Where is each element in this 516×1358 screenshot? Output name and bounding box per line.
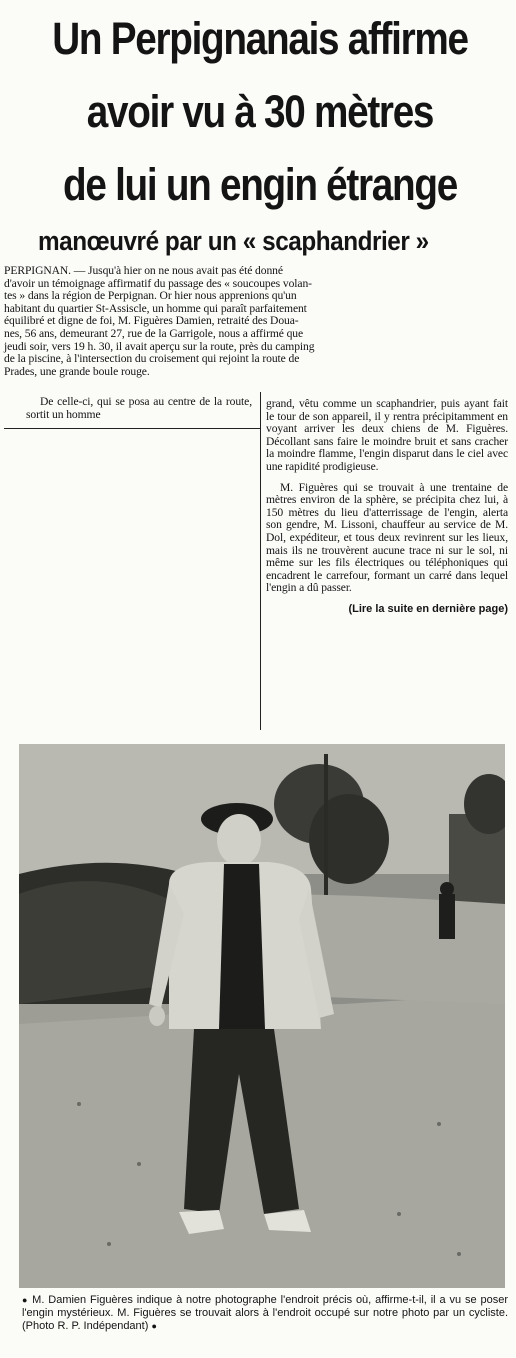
headline-line-1: Un Perpignanais affirme (52, 13, 468, 64)
caption-text: M. Damien Figuères indique à notre photographe l'endroit précis où, affirme-t-il, il a vu se poser l'engin mystérieux. M. Figuères se trouvait alors à l'endroit occupé sur notre photo par un cycliste. (22, 1294, 509, 1319)
headline-line-2: avoir vu à 30 mètres (86, 86, 434, 137)
lead-paragraph (4, 265, 506, 378)
lead-line: nes, 56 ans, demeurant 27, rue de la Garrigole, nous a affirmé que (4, 326, 304, 340)
lead-line: jeudi soir, vers 19 h. 30, il avait aperçu sur la route, près du camping (4, 339, 315, 353)
bullet-icon: ● (22, 1295, 29, 1305)
lead-line: de la piscine, à l'intersection du croisement qui rejoint la route de (4, 352, 300, 366)
lead-line: habitant du quartier St-Assiscle, un homme qui paraît parfaitement (4, 301, 307, 315)
lead-line: équilibré et digne de foi, M. Figuères Damien, retraité des Doua- (4, 314, 299, 328)
photo-credit: (Photo R. P. Indépendant) (22, 1320, 149, 1332)
right-column-para-2: M. Figuères qui se trouvait à une trentaine de mètres environ de la sphère, se précipita chez lui, à 150 mètres du lieu d'atterrissage de l'engin, alerta son gendre, M. Lissoni, chauffeur au service de M. Dol, expéditeur, et tous deux revinrent sur les lieux, mais ils ne trouvèrent aucune trace ni sur le sol, ni même sur les fils électriques ou téléphoniques qui encadrent le carrefour, formant un carré dans lequel l'engin a dû passer. (266, 480, 508, 595)
lead-line: Prades, une grande boule rouge. (4, 364, 150, 378)
photo-illustration (19, 744, 505, 1288)
left-column-text: De celle-ci, qui se posa au centre de la route, sortit un homme (26, 395, 252, 421)
column-rule-vertical (260, 392, 261, 730)
lead-line: d'avoir un témoignage affirmatif du passage des « soucoupes volan- (4, 276, 312, 290)
subheadline: manœuvré par un « scaphandrier » (38, 226, 429, 256)
continued-note: (Lire la suite en dernière page) (348, 602, 508, 615)
news-photo (19, 744, 505, 1288)
column-rule-bottom (4, 428, 260, 429)
headline (45, 2, 475, 221)
right-column (266, 398, 508, 615)
right-column-para-1: grand, vêtu comme un scaphandrier, puis ayant fait le tour de son appareil, il y rentra précipitamment en voyant arriver les deux chiens de M. Figuères. Décollant sans faire le moindre bruit et sans cracher la moindre flamme, l'engin disparut dans le ciel avec une rapidité prodigieuse. (266, 397, 508, 473)
headline-line-3: de lui un engin étrange (63, 159, 457, 210)
bullet-icon: ● (151, 1321, 157, 1331)
lead-line: tes » dans la région de Perpignan. Or hier nous apprenions qu'un (4, 289, 297, 303)
photo-caption (22, 1294, 508, 1333)
lead-line: PERPIGNAN. — Jusqu'à hier on ne nous avait pas été donné (4, 264, 283, 277)
